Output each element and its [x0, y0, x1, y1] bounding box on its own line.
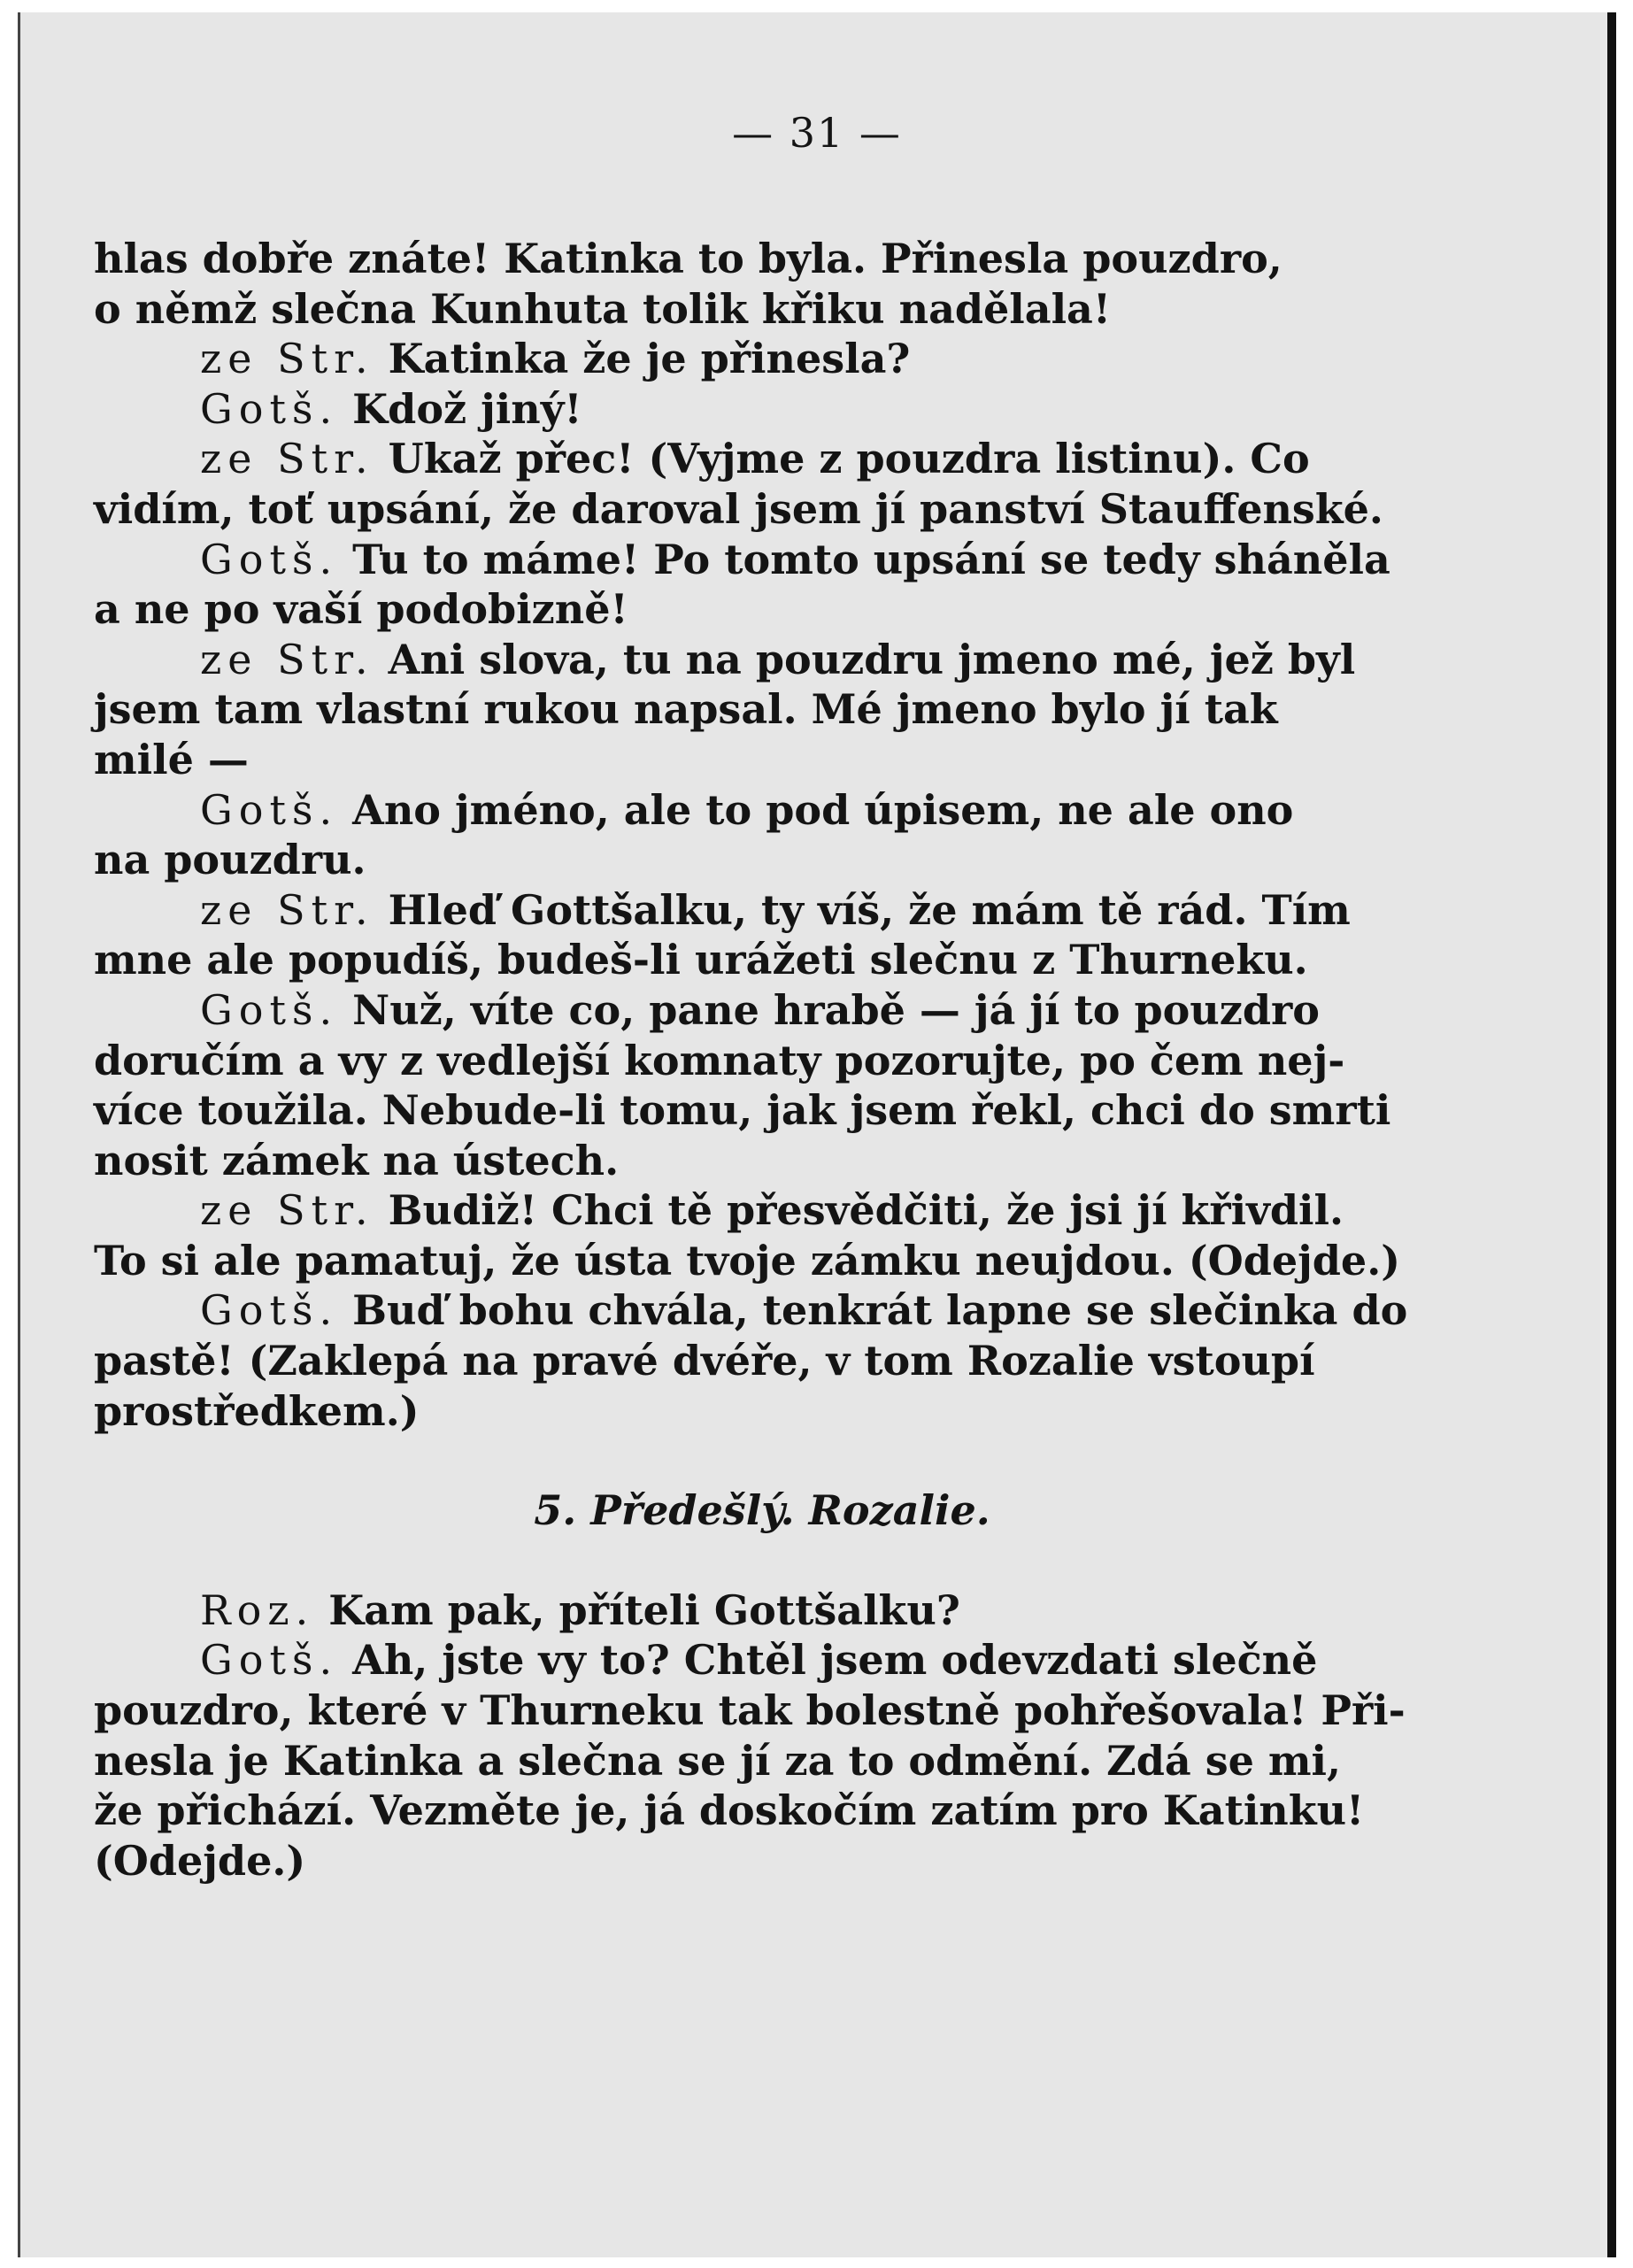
text-line [94, 334, 1430, 384]
line-text: Katinka že je přinesla? [374, 335, 911, 383]
line-text: nosit zámek na ústech. [94, 1136, 620, 1184]
line-text: Tu to máme! Po tomto upsání se tedy sháněla [338, 535, 1390, 583]
dialogue-block-after [94, 1585, 1430, 1886]
line-text: jsem tam vlastní rukou napsal. Mé jmeno bylo jí tak [94, 685, 1278, 734]
line-text: Ah, jste vy to? Chtěl jsem odevzdati slečně [338, 1636, 1318, 1685]
text-line [94, 384, 1430, 435]
line-text: pastě! (Zaklepá na pravé dvéře, v tom Rozalie vstoupí [94, 1337, 1315, 1385]
body-text [94, 234, 1430, 1886]
speaker-name: Gotš. [200, 535, 339, 583]
line-text: Ukaž přec! (Vyjme z pouzdra listinu). Co [374, 435, 1310, 483]
text-line [94, 1786, 1430, 1836]
line-text: Ani slova, tu na pouzdru jmeno mé, jež byl [374, 635, 1356, 683]
line-text: Nuž, víte co, pane hrabě — já jí to pouzdro [338, 985, 1320, 1034]
line-text: a ne po vaší podobizně! [94, 585, 628, 634]
speaker-name: ze Str. [200, 435, 374, 483]
dialogue-block-before [94, 234, 1430, 1436]
text-line [94, 1285, 1430, 1336]
speaker-name: ze Str. [200, 335, 374, 383]
text-line [94, 735, 1430, 785]
line-text: Ano jméno, ale to pod úpisem, ne ale ono [338, 785, 1294, 834]
line-text: Kdož jiný! [338, 384, 582, 433]
text-line [94, 484, 1430, 535]
line-text: více toužila. Nebude-li tomu, jak jsem řekl, chci do smrti [94, 1086, 1391, 1135]
line-text: hlas dobře znáte! Katinka to byla. Přinesla pouzdro, [94, 235, 1283, 282]
text-line [94, 1836, 1430, 1886]
text-line [94, 1635, 1430, 1686]
text-line [94, 1336, 1430, 1386]
text-line [94, 635, 1430, 685]
text-line [94, 1386, 1430, 1437]
book-page [18, 12, 1616, 2257]
page-number: — 31 — [732, 109, 902, 157]
speaker-name: Gotš. [200, 1286, 339, 1335]
text-line [94, 684, 1430, 735]
speaker-name: Gotš. [200, 1636, 339, 1685]
text-line [94, 785, 1430, 836]
text-line [94, 1736, 1430, 1786]
line-text: Kam pak, příteli Gottšalku? [314, 1585, 960, 1634]
line-text: na pouzdru. [94, 836, 366, 884]
line-text: vidím, toť upsání, že daroval jsem jí panství Stauffenské. [94, 484, 1383, 533]
line-text: prostředkem.) [94, 1386, 420, 1435]
line-text: nesla je Katinka a slečna se jí za to odmění. Zdá se mi, [94, 1736, 1342, 1785]
page-left-edge [18, 12, 20, 2257]
text-line [94, 1236, 1430, 1286]
speaker-name: Gotš. [200, 985, 339, 1034]
scene-heading: 5. Předešlý. Rozalie. [534, 1486, 990, 1535]
text-line [94, 1686, 1430, 1736]
text-line [94, 1085, 1430, 1136]
line-text: Hleď Gottšalku, ty víš, že mám tě rád. Tím [374, 885, 1351, 934]
speaker-name: ze Str. [200, 1186, 374, 1235]
line-text: milé — [94, 735, 249, 783]
line-text: mne ale popudíš, budeš-li urážeti slečnu z Thurneku. [94, 936, 1308, 984]
line-text: (Odejde.) [94, 1836, 306, 1885]
text-line [94, 284, 1430, 335]
speaker-name: ze Str. [200, 635, 374, 683]
text-line [94, 885, 1430, 936]
text-line [94, 935, 1430, 985]
line-text: doručím a vy z vedlejší komnaty pozorujte, po čem nej- [94, 1036, 1345, 1084]
text-line [94, 985, 1430, 1036]
speaker-name: Gotš. [200, 384, 339, 433]
line-text: pouzdro, které v Thurneku tak bolestně pohřešovala! Při- [94, 1686, 1406, 1735]
line-text: Buď bohu chvála, tenkrát lapne se slečinka do [338, 1286, 1408, 1335]
text-line [94, 535, 1430, 585]
speaker-name: Gotš. [200, 785, 339, 834]
text-line [94, 1585, 1430, 1636]
text-line [94, 234, 1430, 284]
speaker-name: ze Str. [200, 885, 374, 934]
text-line [94, 584, 1430, 635]
text-line [94, 1136, 1430, 1186]
line-text: To si ale pamatuj, že ústa tvoje zámku neujdou. (Odejde.) [94, 1236, 1400, 1284]
line-text: že přichází. Vezměte je, já doskočím zatím pro Katinku! [94, 1786, 1365, 1835]
line-text: o němž slečna Kunhuta tolik křiku nadělala! [94, 284, 1112, 333]
line-text: Budiž! Chci tě přesvědčiti, že jsi jí křivdil. [374, 1186, 1344, 1235]
text-line [94, 1036, 1430, 1086]
text-line [94, 1185, 1430, 1236]
text-line [94, 434, 1430, 484]
page-right-edge [1607, 12, 1616, 2257]
speaker-name: Roz. [200, 1585, 315, 1634]
text-line [94, 835, 1430, 885]
